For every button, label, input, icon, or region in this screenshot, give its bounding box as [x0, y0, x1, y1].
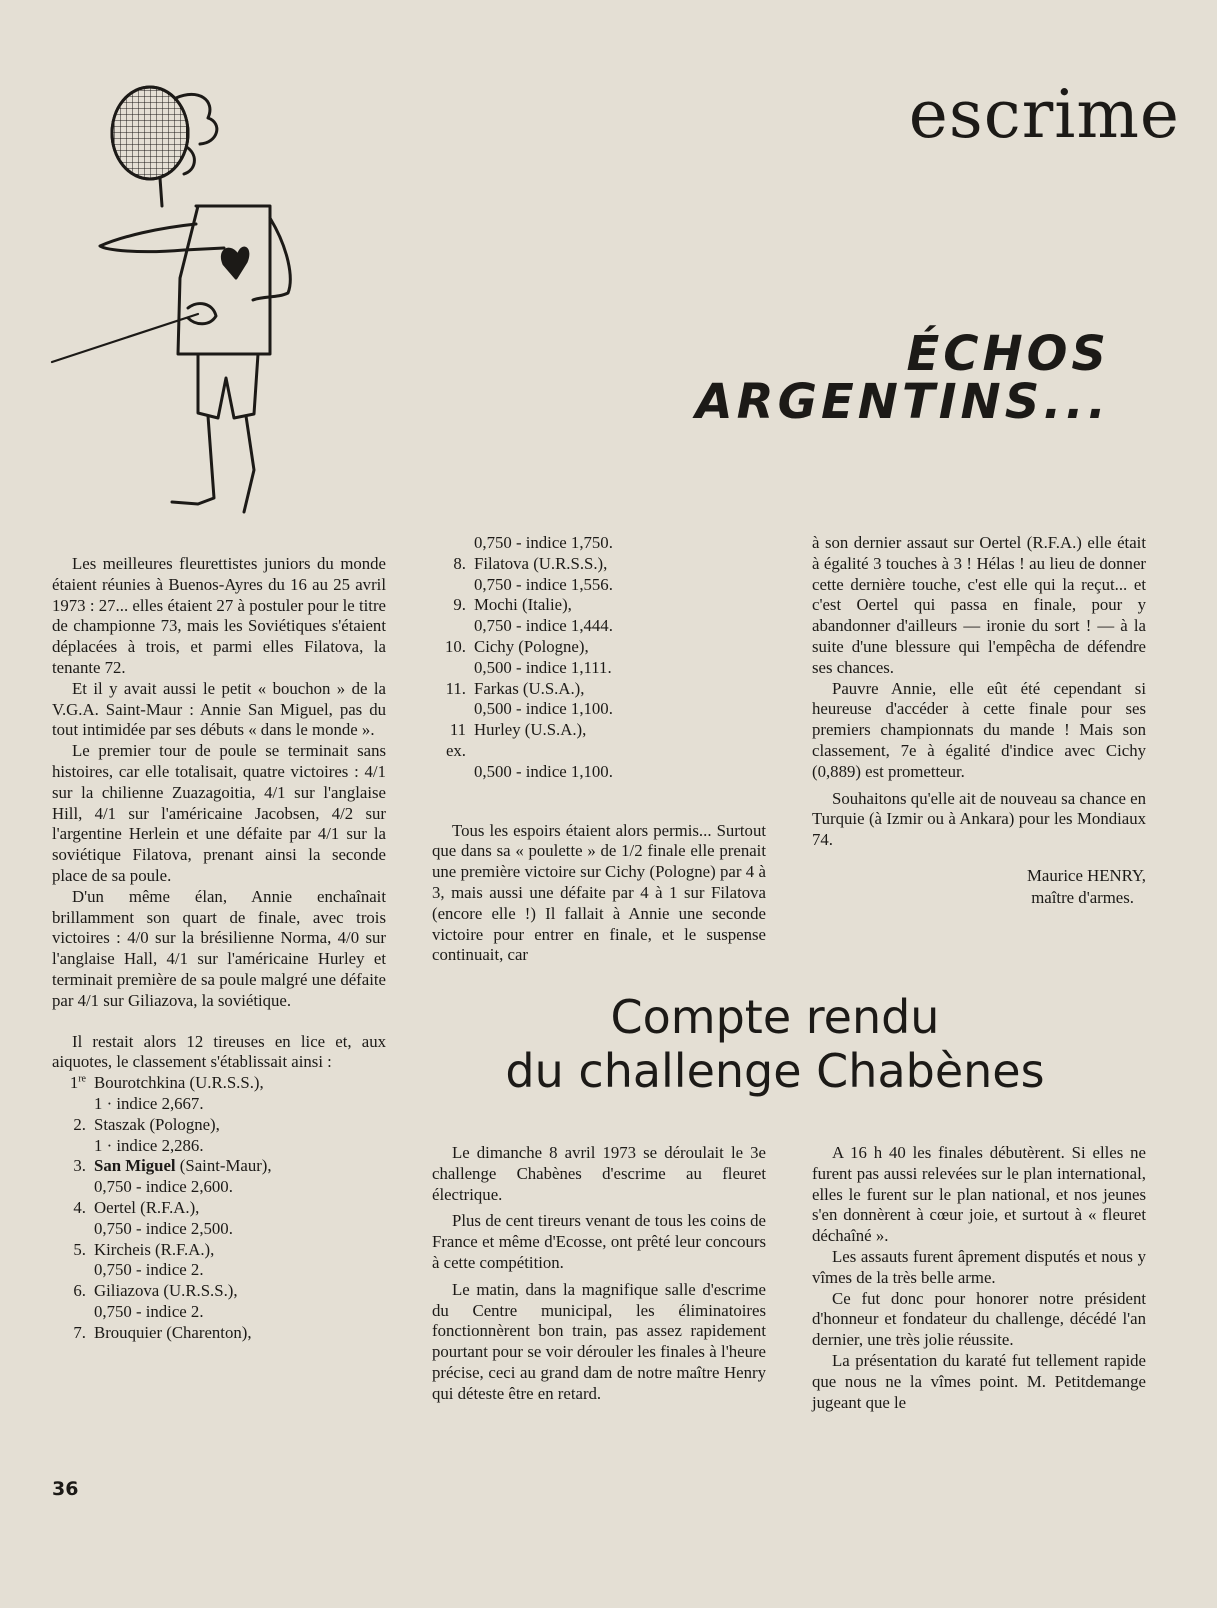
paragraph: Et il y avait aussi le petit « bouchon » de la V.G.A. Saint-Maur : Annie San Miguel, pas du tout intimidée par ses débuts « dans le monde ».	[52, 678, 386, 740]
paragraph: Souhaitons qu'elle ait de nouveau sa chance en Turquie (à Izmir ou à Ankara) pour les Mondiaux 74.	[812, 788, 1146, 850]
paragraph: Pauvre Annie, elle eût été cependant si heureuse d'accéder à cette finale pour ses premiers championnats du mande ! Mais son classement, 7e à égalité d'indice avec Cichy (0,889) est prometteur.	[812, 678, 1146, 781]
ranking-entry: 6. Giliazova (U.R.S.S.),	[73, 1281, 238, 1301]
paragraph: Le premier tour de poule se terminait sans histoires, car elle totalisait, quatre victoires : 4/1 sur la chilienne Zuazagoitia, 4/1 sur l'anglaise Hill, 4/1 sur l'américaine Jacobsen, 4/2 sur l'argentine Herlein et une défaite par 4/1 sur la soviétique Filatova, prenant ainsi la seconde place de sa poule.	[52, 741, 386, 885]
section-kicker: escrime	[908, 76, 1180, 153]
paragraph: Plus de cent tireurs venant de tous les coins de France et même d'Ecosse, ont prêté leur concours à cette compétition.	[432, 1211, 766, 1272]
signature: Maurice HENRY, maître d'armes.	[1026, 865, 1146, 907]
paragraph: Les assauts furent âprement disputés et nous y vîmes de la très belle arme.	[812, 1246, 1146, 1287]
paragraph: Le matin, dans la magnifique salle d'escrime du Centre municipal, les éliminatoires fonctionnèrent bon train, pas assez rapidement pourtant pour se voir dérouler les finales à l'heure précise, ceci au grand dam de notre maître Henry qui déteste être en retard.	[432, 1279, 766, 1403]
ranking-entry: 11. Farkas (U.S.A.),	[445, 678, 585, 698]
ranking-entry: 1re Bourotchkina (U.R.S.S.),	[69, 1073, 264, 1093]
ranking-entry: 10. Cichy (Pologne),	[445, 636, 589, 656]
fencer-illustration	[48, 78, 308, 528]
paragraph: Tous les espoirs étaient alors permis... Surtout que dans sa « poulette » de 1/2 finale elle prenait une première victoire sur Cichy (Pologne) par 4 à 3, mais aussi une défaite par 4 à 1 sur Filatova (encore elle !) Il fallait à Annie une seconde victoire pour entrer en finale, et le suspense continuait, car	[432, 820, 766, 965]
ranking-entry: 3. San Miguel (Saint-Maur),	[73, 1156, 272, 1176]
article1-column-2: 0,750 - indice 1,750. 8. Filatova (U.R.S.S.), 0,750 - indice 1,556. 9. Mochi (Italie), 0,750 - indice 1,444. 10. Cichy (Pologne), 0,500 - indice 1,111. 11. Farkas (U.S.A.), 0,500 - indice 1,100. 11 ex. Hurley (U.S.A.), 0,500 - indice 1,100. Tous les espoirs étaient alors permis... Surtout que dans sa « poulette » de 1/2 finale elle prenait une première victoire sur Cichy (Pologne) par 4 à 3, mais aussi une défaite par 4 à 1 sur Filatova (encore elle !) Il fallait à Annie une seconde victoire pour entrer en finale, et le suspense continuait, car	[432, 533, 766, 965]
paragraph: à son dernier assaut sur Oertel (R.F.A.) elle était à égalité 3 touches à 3 ! Hélas ! au lieu de donner cette dernière touche, c'est elle qui la reçut... et c'est Oertel qui passa en finale, pour y abandonner d'ailleurs — ironie du sort ! — à la suite d'une blessure qui l'empêcha de défendre ses chances.	[812, 533, 1146, 677]
ranking-entry: 5. Kircheis (R.F.A.),	[73, 1239, 215, 1259]
ranking-entry: 9. Mochi (Italie),	[453, 595, 572, 615]
article1-column-1: Les meilleures fleurettistes juniors du monde étaient réunies à Buenos-Ayres du 16 au 25 avril 1973 : 27... elles étaient 27 à postuler pour le titre de championne 73, mais les Soviétiques s'étaient déplacées à trois, et parmi elles Filatova, la tenante 72. Et il y avait aussi le petit « bouchon » de la V.G.A. Saint-Maur : Annie San Miguel, pas du tout intimidée par ses débuts « dans le monde ». Le premier tour de poule se terminait sans histoires, car elle totalisait, quatre victoires : 4/1 sur la chilienne Zuazagoitia, 4/1 sur l'anglaise Hill, 4/1 sur l'américaine Jacobsen, 4/2 sur l'argentine Herlein et une défaite par 4/1 sur la soviétique Filatova, prenant ainsi la seconde place de sa poule. D'un même élan, Annie enchaînait brillamment son quart de finale, avec trois victoires : 4/0 sur la brésilienne Norma, 4/0 sur l'anglaise Hall, 4/1 sur l'américaine Hurley et terminait première de sa poule malgré une défaite par 4/1 sur Giliazova, la soviétique. Il restait alors 12 tireuses en lice et, aux aiquotes, le classement s'établissait ainsi : 1re Bourotchkina (U.R.S.S.), 1 · indice 2,667. 2. Staszak (Pologne), 1 · indice 2,286. 3. San Miguel (Saint-Maur), 0,750 - indice 2,600. 4. Oertel (R.F.A.), 0,750 - indice 2,500. 5. Kircheis (R.F.A.), 0,750 - indice 2. 6. Giliazova (U.R.S.S.), 0,750 - indice 2. 7. Brouquier (Charenton),	[52, 554, 386, 1342]
headline: ÉCHOS ARGENTINS...	[695, 326, 1110, 430]
page-number: 36	[52, 1478, 79, 1500]
paragraph: A 16 h 40 les finales débutèrent. Si elles ne furent pas aussi relevées sur le plan international, elles le furent sur le plan national, et nos jeunes s'en donnèrent à cœur joie, et surtout à « fleuret déchaîné ».	[812, 1143, 1146, 1246]
ranking-entry: 4. Oertel (R.F.A.),	[73, 1197, 200, 1217]
ranking-entry: 7. Brouquier (Charenton),	[73, 1322, 252, 1342]
paragraph: Le dimanche 8 avril 1973 se déroulait le 3e challenge Chabènes d'escrime au fleuret électrique.	[432, 1143, 766, 1204]
article2-column-3	[812, 1143, 1146, 1413]
paragraph: D'un même élan, Annie enchaînait brillamment son quart de finale, avec trois victoires : 4/0 sur la brésilienne Norma, 4/0 sur l'anglaise Hall, 4/1 sur l'américaine Hurley et terminait première de sa poule malgré une défaite par 4/1 sur Giliazova, la soviétique.	[52, 886, 386, 1010]
paragraph: Les meilleures fleurettistes juniors du monde étaient réunies à Buenos-Ayres du 16 au 25 avril 1973 : 27... elles étaient 27 à postuler pour le titre de championne 73, mais les Soviétiques s'étaient déplacées à trois, et parmi elles Filatova, la tenante 72.	[52, 554, 386, 677]
ranking-entry: 11 ex. Hurley (U.S.A.),	[445, 720, 587, 760]
ranking-entry: 2. Staszak (Pologne),	[73, 1114, 220, 1134]
article2-column-2	[432, 1143, 766, 1405]
paragraph: Ce fut donc pour honorer notre président d'honneur et fondateur du challenge, décédé l'an dernier, une très jolie réussite.	[812, 1288, 1146, 1350]
article1-column-3	[812, 533, 1146, 909]
article2-title: Compte rendu du challenge Chabènes	[505, 990, 1045, 1098]
ranking-entry: 8. Filatova (U.R.S.S.),	[453, 553, 608, 573]
paragraph: Il restait alors 12 tireuses en lice et, aux aiquotes, le classement s'établissait ainsi :	[52, 1031, 386, 1072]
paragraph: La présentation du karaté fut tellement rapide que nous ne la vîmes point. M. Petitdemange jugeant que le	[812, 1350, 1146, 1412]
